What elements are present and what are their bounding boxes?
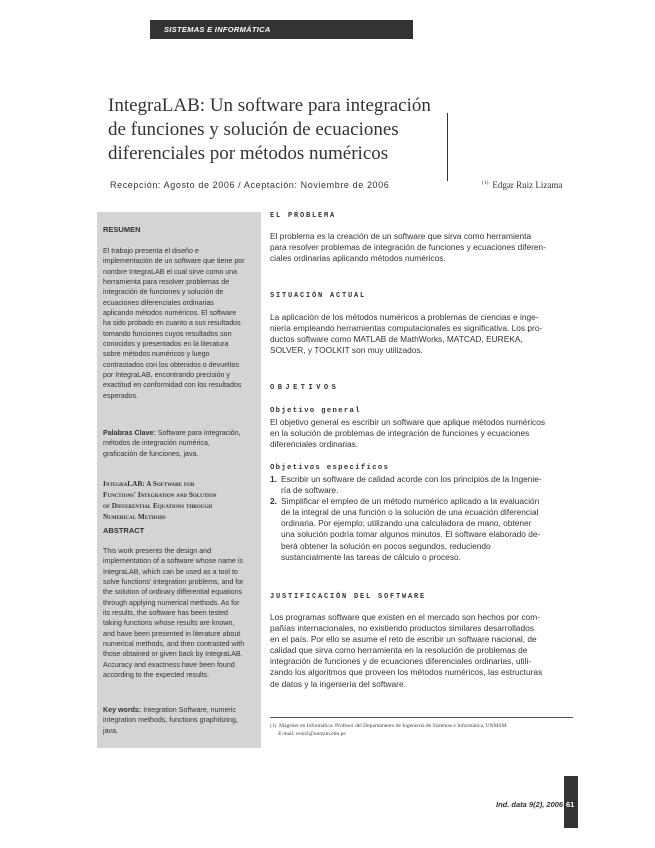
resumen-line: integración de funciones y solución de (103, 288, 224, 297)
paragraph-line: El problema es la creación de un software que sirva como herramienta (270, 231, 532, 241)
abstract-line: according to the expected results. (103, 671, 210, 680)
resumen-line: tomando funciones cuyos resultados son (103, 329, 232, 338)
submission-dates: Recepción: Agosto de 2006 / Aceptación: Noviembre de 2006 (110, 180, 390, 190)
page-number: 61 (566, 800, 575, 809)
resumen-line: herramienta para resolver problemas de (103, 278, 230, 287)
abstract-heading: ABSTRACT (103, 526, 145, 535)
paragraph-line: en el país. Por ello se asume el reto de escribir un software nacional, de (270, 634, 537, 645)
resumen-line: aplicando métodos numéricos. El software (103, 309, 237, 318)
paragraph-line: pañías internacionales, no existiendo productos similares desarrollados (270, 623, 534, 634)
footnote-line: (1) Magíster en Informática. Profesor del Departamento de Ingeniería de Sistemas e Informática, UNMSM. (270, 723, 508, 729)
justificacion-paragraph (270, 612, 573, 690)
subheading-objetivos-especificos: Objetivos específicos (270, 464, 390, 472)
resumen-line: ecuaciones diferenciales ordinarias (103, 298, 214, 307)
title-line: de funciones y solución de ecuaciones (108, 119, 399, 140)
section-label: SISTEMAS E INFORMÁTICA (164, 25, 271, 34)
paragraph-line: niería empleando herramientas computacionales es significativa. Los pro- (270, 323, 543, 334)
keywords-line: java. (103, 726, 118, 735)
keywords-line: graficación de funciones, java. (103, 449, 199, 458)
keywords-line: Integration Software, numeric (143, 706, 236, 714)
list-line: sustancialmente las tareas de cálculo o proceso. (281, 551, 461, 562)
resumen-line: ha sido probado en cuanto a sus resultados (103, 319, 241, 328)
keywords-label: Key words: (103, 706, 142, 714)
article-title (108, 94, 448, 166)
resumen-line: implementación de un software que tiene por (103, 257, 245, 266)
english-title (103, 478, 258, 522)
abstract-line: numerical methods, and then contrasted with (103, 640, 245, 649)
paragraph-line: ductos software como MATLAB de MathWorks, MATCAD, EUREKA, (270, 334, 523, 345)
title-divider (447, 113, 448, 181)
footnote-line: E-mail: eruizl@unmsm.edu.pe (270, 731, 346, 737)
list-line: ría de software. (281, 485, 339, 496)
paragraph-line: calidad que sirva como herramienta en la resolución de problemas de (270, 645, 528, 656)
english-title-line: of Differential Equations through (103, 501, 213, 510)
title-line: IntegraLAB: Un software para integración (108, 95, 431, 116)
abstract-line: its results, the software has been tested (103, 609, 228, 618)
list-line: ordinaria. Por ejemplo; utilizando una calculadora de mano, obtener (281, 518, 532, 529)
abstract-line: through applying numerical methods. As for (103, 598, 240, 607)
journal-reference: Ind. data 9(2), 2006 (496, 800, 564, 809)
resumen-line: exactitud en conformidad con los resultados (103, 381, 242, 390)
objetivo-general-paragraph (270, 417, 573, 450)
resumen-line: contrastados con los obtenidos o devueltos (103, 360, 240, 369)
abstract-body (103, 546, 258, 680)
abstract-line: IntegraLAB, which can be used as a tool to (103, 567, 238, 576)
author-footnote-mark: (1) (482, 180, 489, 186)
list-number: 2. (270, 496, 277, 507)
abstract-line: and have been presented in literature about (103, 629, 241, 638)
section-heading-problema: EL PROBLEMA (270, 212, 337, 220)
abstract-line: taking functions whose results are known, (103, 619, 235, 628)
abstract-line: the solution of ordinary differential equations (103, 588, 243, 597)
author (482, 180, 562, 190)
resumen-heading: RESUMEN (103, 225, 141, 234)
resumen-line: por IntegraLAB, encontrando precisión y (103, 371, 230, 380)
section-header-bar (150, 20, 413, 39)
keywords-line: métodos de integración numérica, (103, 439, 210, 448)
palabras-clave (103, 428, 258, 459)
resumen-body (103, 246, 258, 401)
section-heading-justificacion: JUSTIFICACIÓN DEL SOFTWARE (270, 593, 427, 601)
title-line: diferenciales por métodos numéricos (108, 143, 389, 164)
resumen-line: sobre métodos numéricos y luego (103, 350, 210, 359)
abstract-line: those obtained or given back by IntegraLAB. (103, 650, 243, 659)
list-item (270, 474, 573, 496)
key-words (103, 705, 258, 736)
paragraph-line: SOLVER, y TOOLKIT son muy utilizados. (270, 345, 423, 356)
keywords-label: Palabras Clave: (103, 429, 156, 437)
resumen-line: El trabajo presenta el diseño e (103, 247, 199, 255)
resumen-line: conocidos y presentados en la literatura (103, 340, 229, 349)
abstract-line: implementation of a software whose name is (103, 557, 243, 566)
english-title-line: Functions' Integration and Solution (103, 490, 217, 499)
problema-paragraph (270, 231, 573, 264)
paragraph-line: La aplicación de los métodos numéricos a problemas de ciencias e inge- (270, 312, 539, 322)
english-title-line: Numerical Methods (103, 512, 166, 521)
resumen-line: esperados. (103, 391, 139, 400)
paragraph-line: zando los algoritmos que proveen los métodos numéricos, las estructuras (270, 667, 543, 678)
objetivos-especificos-list (270, 474, 573, 563)
paragraph-line: en la solución de problemas de integración de funciones y ecuaciones (270, 428, 530, 439)
section-heading-objetivos: OBJETIVOS (270, 384, 340, 392)
paragraph-line: de datos y la ingeniería del software. (270, 678, 406, 689)
paragraph-line: Los programas software que existen en el mercado son hechos por com- (270, 612, 540, 622)
footnote (270, 722, 573, 738)
list-line: Simplificar el empleo de un método numérico aplicado a la evaluación (281, 496, 540, 507)
list-number: 1. (270, 474, 277, 484)
subheading-objetivo-general: Objetivo general (270, 407, 361, 415)
list-line: berá obtener la solución en pocos segundos, reduciendo (281, 540, 491, 551)
paragraph-line: integración de funciones y de ecuaciones diferenciales ordinarias, utili- (270, 656, 532, 667)
english-title-line: IntegraLAB: A Software for (103, 479, 195, 488)
list-item (270, 496, 573, 563)
abstract-line: Accuracy and exactness have been found (103, 660, 235, 669)
list-line: de la integral de una función o la solución de una ecuación diferencial (281, 507, 539, 518)
keywords-line: integration methods, functions graphitizing, (103, 716, 238, 725)
footnote-divider (270, 717, 573, 718)
section-heading-situacion: SITUACIÓN ACTUAL (270, 292, 367, 300)
paragraph-line: diferenciales ordinarias. (270, 439, 359, 450)
list-line: una solución podría tomar algunos minutos. El software elaborado de- (281, 529, 541, 540)
abstract-line: This work presents the design and (103, 547, 212, 555)
paragraph-line: para resolver problemas de integración de funciones y ecuaciones diferen- (270, 242, 546, 253)
resumen-line: nombre IntegraLAB el cual sirve como una (103, 267, 238, 276)
keywords-line: Software para integración, (157, 429, 241, 437)
author-name: Edgar Ruiz Lizama (492, 180, 563, 190)
abstract-line: solve functions' integration problems, and for (103, 578, 244, 587)
paragraph-line: El objetivo general es escribir un software que aplique métodos numéricos (270, 417, 546, 427)
list-line: Escribir un software de calidad acorde con los principios de la Ingenie- (281, 474, 542, 484)
paragraph-line: ciales ordinarias aplicando métodos numéricos. (270, 253, 446, 264)
situacion-paragraph (270, 312, 573, 356)
